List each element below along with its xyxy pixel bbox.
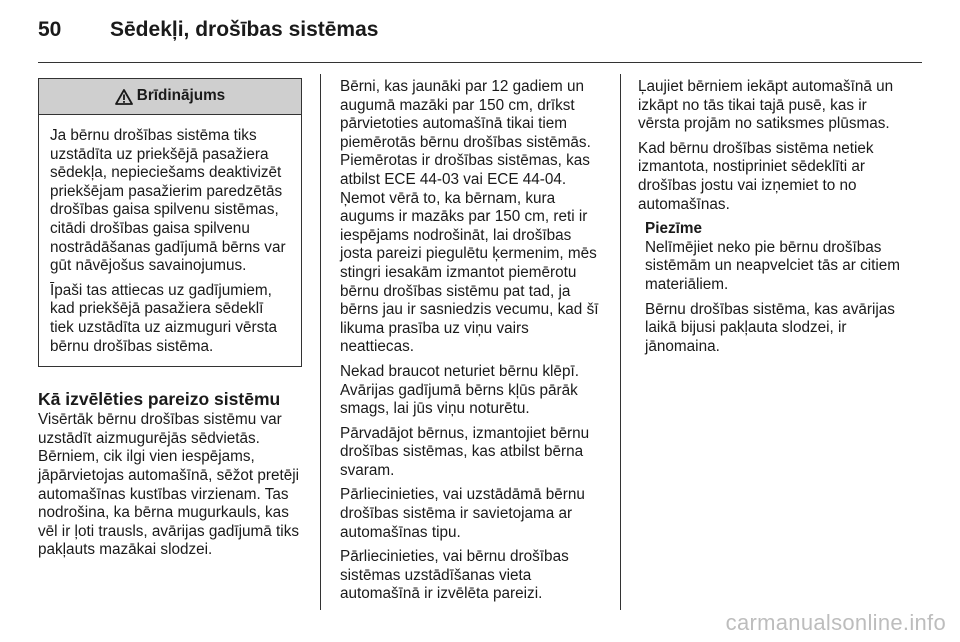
watermark: carmanualsonline.info (725, 610, 946, 635)
warning-triangle-icon (115, 89, 133, 105)
body-paragraph: Kad bērnu drošības sistēma netiek izmantota, nostipriniet sēdeklīti ar drošības jostu vai izņemiet to no automašīnas. (638, 139, 874, 213)
body-paragraph: Ļaujiet bērniem iekāpt automašīnā un izkāpt no tās tikai tajā pusē, kas ir vērsta projām no satiksmes plūsmas. (638, 78, 894, 133)
body-paragraph: Bērni, kas jaunāki par 12 gadiem un augumā mazāki par 150 cm, drīkst pārvietoties automašīnā tikai tiem piemērotās bērnu drošības sistēmās. Piemērotas ir drošības sistēmas, kas atbilst ECE 44-03 vai ECE 44-04. Ņemot vērā to, ka bērnam, kura augums ir mazāks par 150 cm, reti ir iespējams nodrošināt, lai drošības josta pareizi piegulētu ķermenim, mēs stingri iesakām izmantot piemērotu bērnu drošības sistēmu pat tad, ja bērns jau ir sasniedzis vecumu, kad šī likuma prasība uz viņu vairs neattiecas. (340, 78, 599, 356)
body-paragraph: Pārvadājot bērnus, izmantojiet bērnu drošības sistēmas, kas atbilst bērna svaram. (340, 424, 590, 479)
section-heading: Kā izvēlēties pareizo sistēmu (38, 389, 281, 410)
warning-title: Brīdinājums (136, 87, 226, 105)
warning-paragraph: Ja bērnu drošības sistēma tiks uzstādīta uz priekšējā pasažiera sēdekļa, nepieciešams deaktivizēt priekšējam pasažierim paredzētās drošības gaisa spilvenu sistēmas, citādi drošības gaisa spilvenu nostrādāšanas gadījumā bērns var gūt nāvējošus savainojumus. (50, 127, 286, 275)
column-3 (638, 78, 908, 362)
warning-paragraph: Īpaši tas attiecas uz gadījumiem, kad priekšējā pasažiera sēdeklī tiek uzstādīta uz aizmuguri vērsta bērnu drošības sistēma. (50, 281, 278, 355)
body-paragraph: Pārliecinieties, vai bērnu drošības sistēmas uzstādīšanas vieta automašīnā ir izvēlēta pareizi. (340, 548, 569, 603)
page-header (38, 18, 378, 48)
page-number: 50 (38, 18, 62, 41)
body-paragraph: Nekad braucot neturiet bērnu klēpī. Avārijas gadījumā bērns kļūs pārāk smags, lai jūs viņu noturētu. (340, 362, 579, 418)
note-paragraph: Nelīmējiet neko pie bērnu drošības sistēmām un neapvelciet tās ar citiem materiāliem. (645, 238, 901, 293)
body-paragraph: Pārliecinieties, vai uzstādāmā bērnu drošības sistēma ir savietojama ar automašīnas tipu. (340, 486, 585, 541)
note-heading: Piezīme (645, 220, 702, 238)
note-block (638, 220, 908, 356)
page-title: Sēdekļi, drošības sistēmas (110, 18, 379, 41)
column-2 (340, 78, 606, 610)
section-intro: Visērtāk bērnu drošības sistēmu var uzstādīt aizmugurējās sēdvietās. Bērniem, cik ilgi vien iespējams, jāpārvietojas automašīnā, sēžot pretēji automašīnas kustības virzienam. Tas nodrošina, ka bērna mugurkauls, kas vēl ir ļoti trausls, avārijas gadījumā tiks pakļauts mazākai slodzei. (38, 411, 300, 559)
column-divider-1 (320, 74, 321, 610)
column-1 (38, 78, 304, 566)
header-divider (38, 62, 922, 63)
note-paragraph: Bērnu drošības sistēma, kas avārijas laikā bijusi pakļauta slodzei, ir jānomaina. (645, 300, 895, 355)
column-divider-2 (620, 74, 621, 610)
warning-box (38, 78, 302, 367)
warning-body (39, 115, 301, 366)
warning-header (39, 79, 301, 115)
